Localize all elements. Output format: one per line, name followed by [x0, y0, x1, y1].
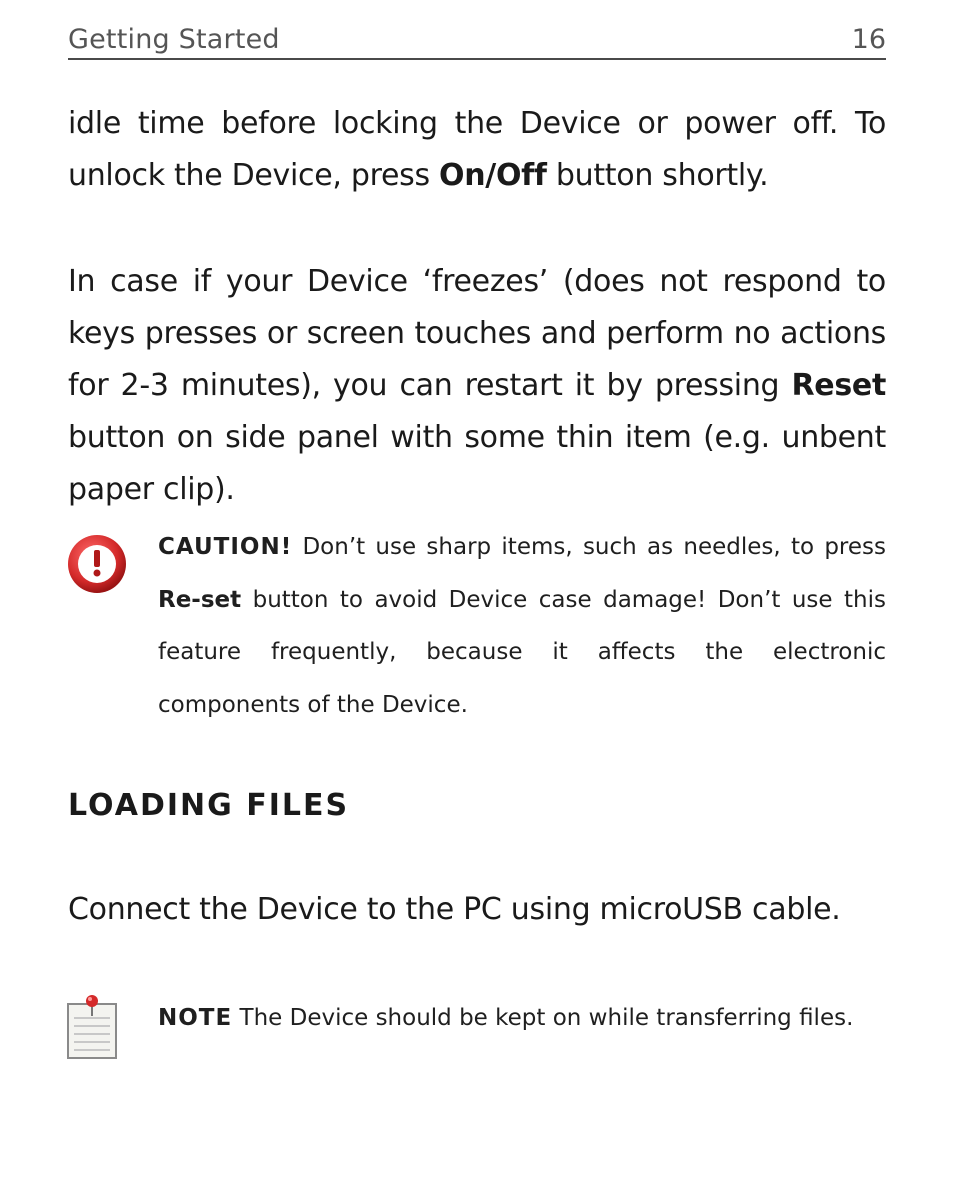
paragraph-connect: Connect the Device to the PC using microUSB cable. [68, 892, 841, 927]
paragraph-unlock-text-2: button shortly. [546, 158, 769, 193]
paragraph-unlock-text-1: idle time before locking the Device or power off. To unlock the Device, press [68, 106, 886, 193]
page-header [68, 22, 886, 60]
header-section-title: Getting Started [68, 24, 280, 55]
paragraph-freeze-text-2: button on side panel with some thin item (e.g. unbent paper clip). [68, 420, 886, 507]
caution-text [158, 521, 886, 731]
paragraph-freeze-bold: Reset [791, 368, 886, 403]
caution-bold: Re-set [158, 586, 242, 613]
paragraph-freeze-text-1: In case if your Device ‘freezes’ (does not respond to keys presses or screen touches and perform no actions for 2-3 minutes), you can restart it by pressing [68, 264, 886, 403]
note-icon [64, 994, 120, 1062]
note-label: NOTE [158, 1005, 233, 1031]
caution-icon [66, 533, 128, 595]
caution-text-2: button to avoid Device case damage! Don’t use this feature frequently, because it affects the electronic components of the Device. [158, 586, 886, 718]
note-text-body: The Device should be kept on while transferring files. [232, 1005, 854, 1031]
paragraph-unlock [68, 98, 886, 202]
caution-label: CAUTION! [158, 534, 293, 560]
paragraph-freeze [68, 256, 886, 516]
note-text [158, 992, 886, 1045]
caution-text-1: Don’t use sharp items, such as needles, to press [292, 534, 886, 560]
section-heading: LOADING FILES [68, 788, 350, 823]
header-page-number: 16 [851, 24, 886, 55]
paragraph-unlock-bold: On/Off [439, 158, 547, 193]
